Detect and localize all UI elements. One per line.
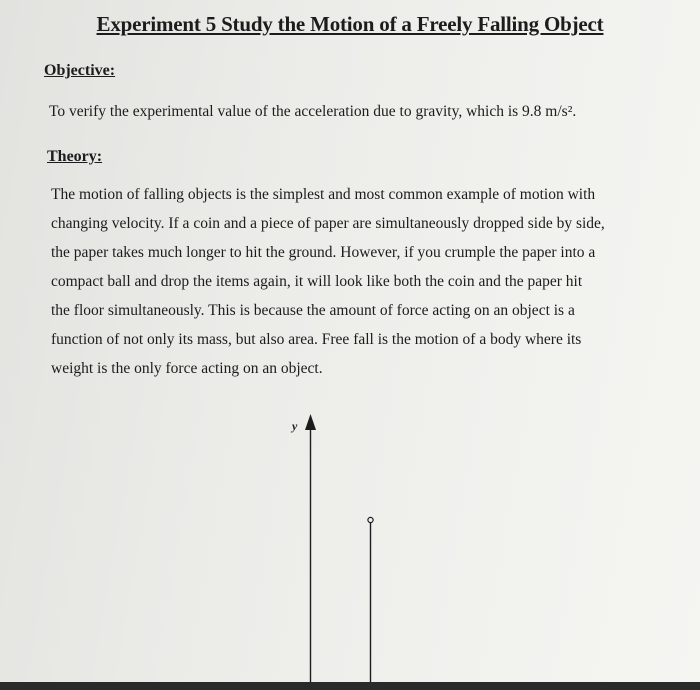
theory-line: function of not only its mass, but also area. Free fall is the motion of a body where its <box>51 331 582 348</box>
y-axis-arrowhead <box>305 414 316 430</box>
falling-object-dot <box>368 517 373 522</box>
theory-line: the floor simultaneously. This is because the amount of force acting on an object is a <box>51 302 575 319</box>
theory-line: changing velocity. If a coin and a piece of paper are simultaneously dropped side by side, <box>51 215 605 232</box>
y-axis-label: y <box>292 419 298 433</box>
objective-text: To verify the experimental value of the acceleration due to gravity, which is 9.8 m/s². <box>49 103 577 120</box>
document-title: Experiment 5 Study the Motion of a Freely Falling Object <box>96 12 604 36</box>
theory-line: the paper takes much longer to hit the ground. However, if you crumple the paper into a <box>51 244 596 261</box>
theory-heading: Theory: <box>47 148 103 165</box>
theory-line: compact ball and drop the items again, it will look like both the coin and the paper hit <box>51 273 583 290</box>
page-bottom-edge <box>0 682 700 690</box>
theory-line: The motion of falling objects is the simplest and most common example of motion with <box>51 186 596 203</box>
theory-line: weight is the only force acting on an object. <box>51 360 323 377</box>
objective-heading: Objective: <box>44 62 116 79</box>
